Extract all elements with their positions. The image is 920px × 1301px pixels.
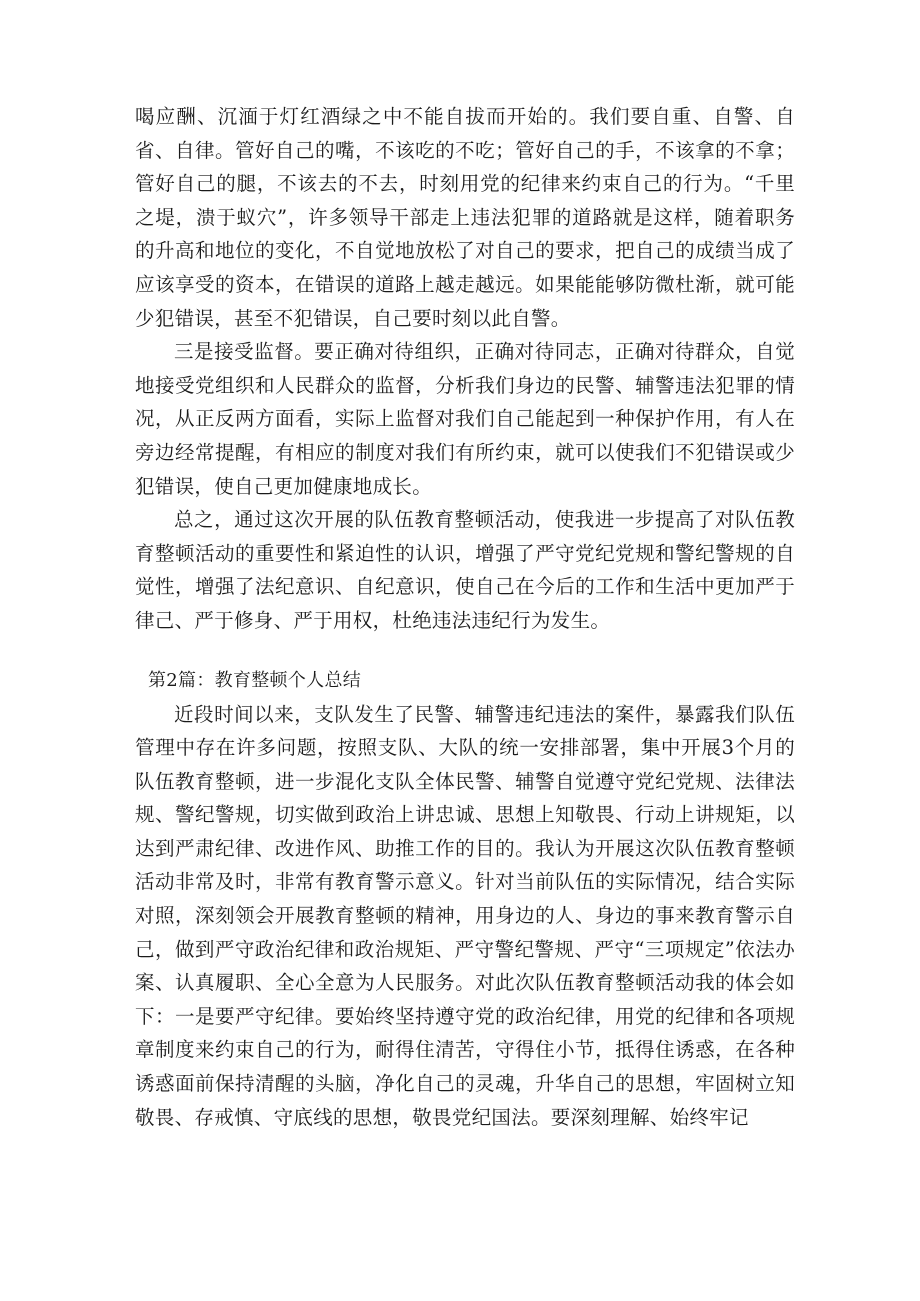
document-page <box>135 100 795 1134</box>
body-paragraph-continued: 喝应酬、沉湎于灯红酒绿之中不能自拔而开始的。我们要自重、自警、自省、自律。管好自己的嘴，不该吃的不吃；管好自己的手，不该拿的不拿；管好自己的腿，不该去的不去，时刻用党的纪律来约束自己的行为。“千里之堤，溃于蚁穴”，许多领导干部走上违法犯罪的道路就是这样，随着职务的升高和地位的变化，不自觉地放松了对自己的要求，把自己的成绩当成了应该享受的资本，在错误的道路上越走越远。如果能能够防微杜渐，就可能少犯错误，甚至不犯错误，自己要时刻以此自警。 <box>135 105 795 330</box>
body-paragraph-conclusion: 总之，通过这次开展的队伍教育整顿活动，使我进一步提高了对队伍教育整顿活动的重要性和紧迫性的认识，增强了严守党纪党规和警纪警规的自觉性，增强了法纪意识、自纪意识，使自己在今后的工作和生活中更加严于律己、严于修身、严于用权，杜绝违法违纪行为发生。 <box>135 508 795 632</box>
body-paragraph-supervision: 三是接受监督。要正确对待组织，正确对待同志，正确对待群众，自觉地接受党组织和人民群众的监督，分析我们身边的民警、辅警违法犯罪的情况，从正反两方面看，实际上监督对我们自己能起到一种保护作用，有人在旁边经常提醒，有相应的制度对我们有所约束，就可以使我们不犯错误或少犯错误，使自己更加健康地成长。 <box>135 340 795 498</box>
section-heading: 第2篇：教育整顿个人总结 <box>148 669 362 691</box>
body-paragraph-section2: 近段时间以来，支队发生了民警、辅警违纪违法的案件，暴露我们队伍管理中存在许多问题，按照支队、大队的统一安排部署，集中开展3个月的队伍教育整顿，进一步混化支队全体民警、辅警自觉遵守党纪党规、法律法规、警纪警规，切实做到政治上讲忠诚、思想上知敬畏、行动上讲规矩，以达到严肃纪律、改进作风、助推工作的目的。我认为开展这次队伍教育整顿活动非常及时，非常有教育警示意义。针对当前队伍的实际情况，结合实际对照，深刻领会开展教育整顿的精神，用身边的人、身边的事来教育警示自己，做到严守政治纪律和政治规矩、严守警纪警规、严守“三项规定”依法办案、认真履职、全心全意为人民服务。对此次队伍教育整顿活动我的体会如下：一是要严守纪律。要始终坚持遵守党的政治纪律，用党的纪律和各项规章制度来约束自己的行为，耐得住清苦，守得住小节，抵得住诱惑，在各种诱惑面前保持清醒的头脑，净化自己的灵魂，升华自己的思想，牢固树立知敬畏、存戒慎、守底线的思想，敬畏党纪国法。要深刻理解、始终牢记 <box>135 702 795 1129</box>
